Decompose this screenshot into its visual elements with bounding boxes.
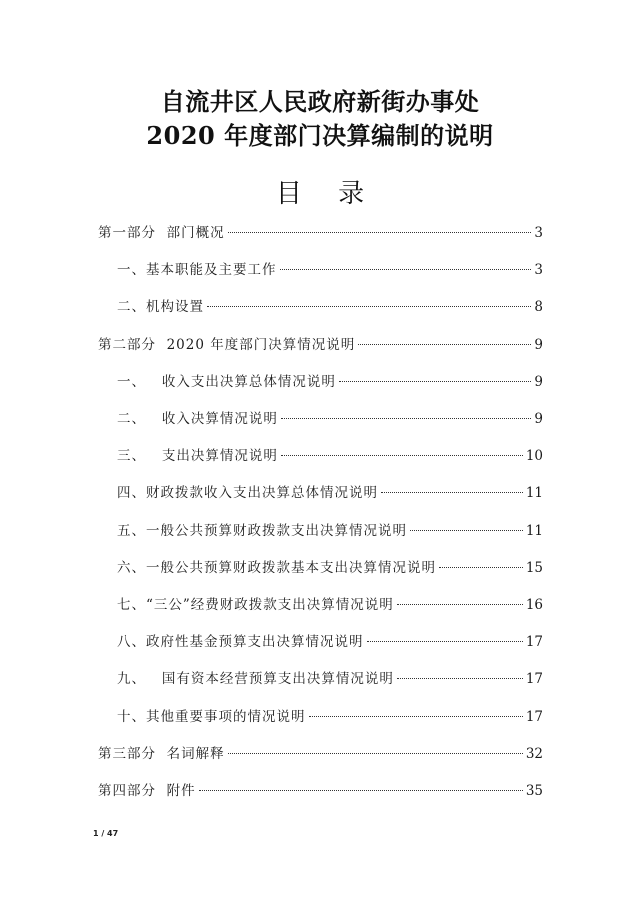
toc-page-number: 32: [525, 745, 543, 762]
toc-entry-label: 八、政府性基金预算支出决算情况说明: [117, 634, 364, 651]
toc-dot-leader: [439, 567, 523, 568]
toc-entry[interactable]: [117, 372, 543, 392]
toc-entry-label: 五、一般公共预算财政拨款支出决算情况说明: [117, 522, 407, 539]
toc-entry-label: 一、基本职能及主要工作: [117, 262, 277, 279]
document-title-line2: 2020 年度部门决算编制的说明: [146, 121, 494, 150]
toc-page-number: 17: [525, 634, 543, 651]
toc-entry-label: 六、一般公共预算财政拨款基本支出决算情况说明: [117, 559, 436, 576]
toc-dot-leader: [281, 418, 532, 419]
toc-entry[interactable]: [98, 781, 543, 801]
toc-entry[interactable]: [117, 483, 543, 503]
toc-page-number: 11: [525, 485, 543, 502]
toc-page-number: 8: [534, 299, 543, 316]
toc-entry[interactable]: [98, 223, 543, 243]
document-title-line1: 自流井区人民政府新街办事处: [160, 87, 480, 116]
toc-entry-label: 第一部分 部门概况: [98, 225, 225, 241]
toc-entry[interactable]: [117, 260, 543, 280]
toc-entry-label: 九、 国有资本经营预算支出决算情况说明: [117, 671, 394, 688]
toc-page-number: 3: [534, 262, 543, 279]
toc-entry[interactable]: [117, 707, 543, 727]
toc-entry-label: 二、机构设置: [117, 299, 204, 316]
toc-page-number: 9: [534, 411, 543, 427]
toc-entry-label: 四、财政拨款收入支出决算总体情况说明: [117, 485, 378, 502]
toc-page-number: 10: [525, 448, 543, 465]
toc-page-number: 16: [525, 597, 543, 613]
toc-dot-leader: [367, 641, 523, 642]
toc-dot-leader: [339, 381, 532, 382]
toc-entry-label: 第四部分 附件: [98, 783, 196, 799]
toc-page-number: 35: [525, 783, 543, 799]
toc-entry[interactable]: [117, 558, 543, 578]
toc-dot-leader: [397, 604, 523, 605]
toc-entry-label: 十、其他重要事项的情况说明: [117, 708, 306, 725]
toc-entry[interactable]: [117, 669, 543, 689]
toc-page-number: 11: [525, 522, 543, 539]
toc-dot-leader: [280, 269, 532, 270]
toc-entry-label: 第二部分 2020 年度部门决算情况说明: [98, 336, 356, 353]
toc-entry-label: 七、“三公”经费财政拨款支出决算情况说明: [117, 597, 394, 613]
toc-heading: 目 录: [275, 179, 379, 209]
toc-entry[interactable]: [117, 297, 543, 317]
toc-entry[interactable]: [117, 521, 543, 541]
toc-entry[interactable]: [117, 446, 543, 466]
toc-entry-label: 第三部分 名词解释: [98, 745, 225, 762]
toc-page-number: 15: [525, 559, 543, 576]
toc-entry-label: 二、 收入决算情况说明: [117, 411, 278, 427]
toc-dot-leader: [397, 678, 523, 679]
toc-entry-label: 一、 收入支出决算总体情况说明: [117, 373, 336, 390]
toc-page-number: 17: [525, 708, 543, 725]
toc-page-number: 17: [525, 671, 543, 688]
toc-entry[interactable]: [117, 595, 543, 615]
toc-dot-leader: [281, 455, 523, 456]
toc-dot-leader: [410, 530, 523, 531]
toc-entry-label: 三、 支出决算情况说明: [117, 448, 278, 465]
toc-page-number: 9: [534, 336, 543, 353]
toc-entry[interactable]: [98, 744, 543, 764]
toc-entry[interactable]: [117, 632, 543, 652]
toc-entry[interactable]: [98, 335, 543, 355]
page-footer: 1 / 47: [93, 829, 119, 838]
toc-entry[interactable]: [117, 409, 543, 429]
toc-dot-leader: [309, 716, 523, 717]
toc-page-number: 3: [534, 225, 543, 241]
toc-dot-leader: [228, 753, 523, 754]
toc-dot-leader: [381, 492, 523, 493]
toc-dot-leader: [358, 344, 531, 345]
toc-page-number: 9: [534, 373, 543, 390]
toc-dot-leader: [207, 306, 531, 307]
toc-dot-leader: [199, 790, 523, 791]
toc-dot-leader: [228, 232, 532, 233]
